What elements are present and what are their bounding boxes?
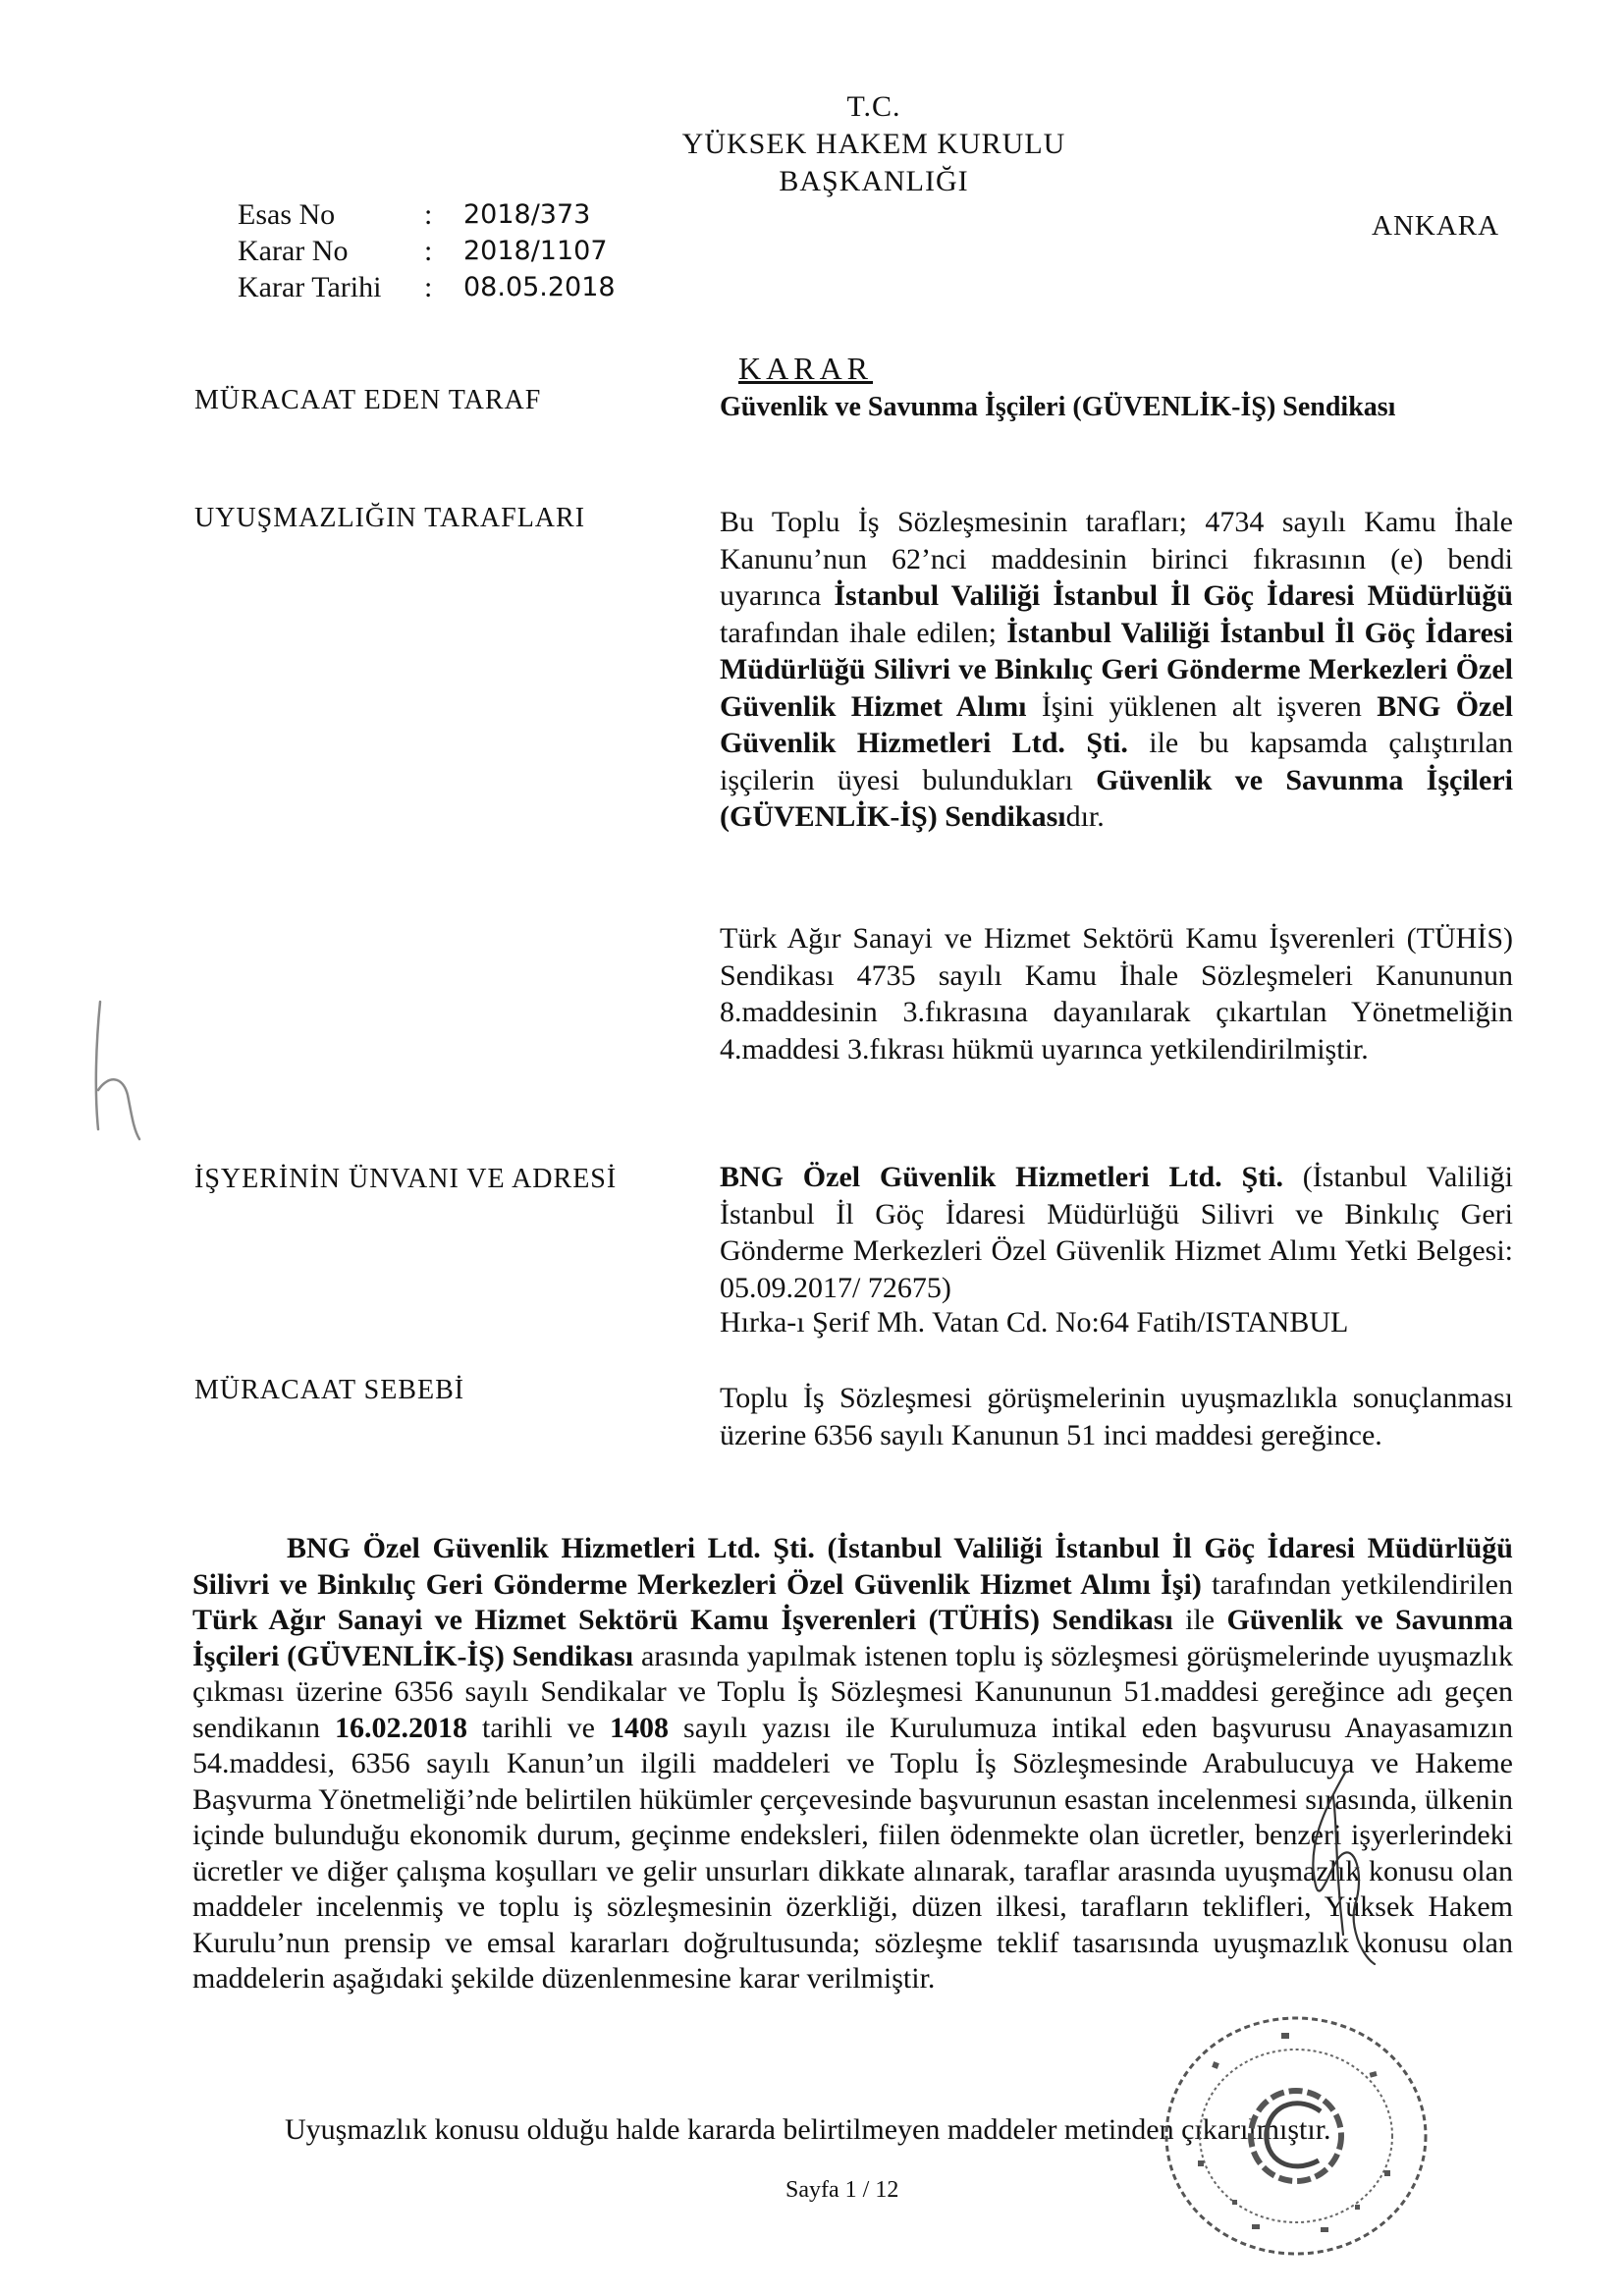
bold-span: İstanbul Valiliği İstanbul İl Göç İdaresi Müdürlüğü Silivri ve Binkılıç Geri Gönderme Merkezleri Özel Güvenlik Hizmet Alımı [720,616,1513,723]
header-department: BAŞKANLIĞI [779,165,969,197]
workplace-address: Hırka-ı Şerif Mh. Vatan Cd. No:64 Fatih/ISTANBUL [720,1306,1349,1339]
colon: : [424,235,433,267]
document-title: KARAR [738,351,874,386]
bold-span: İstanbul Valiliği İstanbul İl Göç İdaresi Müdürlüğü [834,579,1513,612]
text-span: arasında yapılmak istenen toplu iş sözleşmesi görüşmelerinde uyuşmazlık çıkması üzerine 6356 sayılı Sendikalar ve Toplu İş Sözleşmesi Kanununun 51.maddesi gereğince adı geçen sendikanın [192,1639,1513,1744]
official-stamp [1154,2003,1438,2269]
text-span: ile [1172,1604,1227,1636]
header-institution: YÜKSEK HAKEM KURULU [681,128,1066,160]
karar-tarihi-value: 08.05.2018 [463,272,616,302]
esas-label: Esas No [238,198,336,231]
text-span: dır. [1065,800,1105,833]
handwritten-mark [79,982,157,1149]
colon: : [424,271,433,303]
closing-sentence: Uyuşmazlık konusu olduğu halde kararda belirtilmeyen maddeler metinden çıkarılmıştır. [285,2113,1331,2146]
text-span: İşini yüklenen alt işveren [1026,689,1378,723]
parties-label: UYUŞMAZLIĞIN TARAFLARI [194,503,586,533]
text-span: Bu Toplu İş Sözleşmesinin tarafları; 4734 sayılı Kamu İhale Kanunu’nun 62’nci maddesinin birinci fıkrasının (e) bendi uyarınca [720,506,1513,612]
reason-value: Toplu İş Sözleşmesi görüşmelerinin uyuşmazlıkla sonuçlanması üzerine 6356 sayılı Kanunun 51 inci maddesi gereğince. [720,1382,1513,1451]
karar-tarihi-label: Karar Tarihi [238,271,382,303]
text-span: tarafından yetkilendirilen [1201,1567,1513,1601]
text-span: tarihli ve [467,1711,611,1744]
text-span: tarafından ihale edilen; [720,616,1007,649]
workplace-paragraph [720,1159,1513,1306]
bold-span: BNG Özel Güvenlik Hizmetleri Ltd. Şti. [720,689,1513,759]
text-span: ile bu kapsamda çalıştırılan işçilerin üyesi bulundukları [720,727,1513,796]
signature-scribble [1286,1768,1394,1974]
workplace-name: BNG Özel Güvenlik Hizmetleri Ltd. Şti. [720,1161,1283,1193]
applicant-value: Güvenlik ve Savunma İşçileri (GÜVENLİK-İŞ) Sendikası [720,392,1396,422]
page-number: Sayfa 1 / 12 [785,2177,899,2203]
bold-span: Güvenlik ve Savunma İşçileri (GÜVENLİK-İŞ) Sendikası [192,1604,1513,1672]
bold-span: Güvenlik ve Savunma İşçileri (GÜVENLİK-İŞ) Sendikası [720,763,1513,833]
karar-no-label: Karar No [238,235,349,267]
parties-paragraph-1 [720,504,1513,836]
case-metadata [238,196,616,305]
colon: : [424,198,433,231]
karar-no-row [238,233,616,269]
karar-no-value: 2018/1107 [463,236,608,266]
workplace-detail: (İstanbul Valiliği İstanbul İl Göç İdaresi Müdürlüğü Silivri ve Binkılıç Geri Gönderme Merkezleri Özel Güvenlik Hizmet Alımı Yetki Belgesi: 05.09.2017/ 72675) [720,1161,1513,1304]
bold-span: Türk Ağır Sanayi ve Hizmet Sektörü Kamu İşverenleri (TÜHİS) Sendikası [192,1604,1173,1636]
workplace-label: İŞYERİNİN ÜNVANI VE ADRESİ [194,1164,618,1194]
text-span: sayılı yazısı ile Kurulumuza intikal eden başvurusu Anayasamızın 54.maddesi, 6356 sayılı Kanun’un ilgili maddeleri ve Toplu İş Sözleşmesinde Arabulucuya ve Hakeme Başvurma Yönetmeliği’nde belirtilen hükümler çerçevesinde başvurunun esastan incelenmesi sırasında, ülkenin içinde bulunduğu ekonomik durum, geçinme endeksleri, fiilen ödenmekte olan ücretler, benzeri işyerlerindeki ücretler ve diğer çalışma koşulları ve gelir unsurları dikkate alınarak, taraflar arasında uyuşmazlık konusu olan maddeler incelenmiş ve toplu iş sözleşmesinin özerkliği, düzen ilkesi, tarafların teklifleri, Yüksek Hakem Kurulu’nun prensip ve emsal kararları doğrultusunda; sözleşme teklif tasarısında uyuşmazlık konusu olan maddelerin aşağıdaki şekilde düzenlenmesine karar verilmiştir. [192,1711,1513,1995]
karar-tarihi-row [238,269,616,305]
reason-label: MÜRACAAT SEBEBİ [194,1375,465,1405]
parties-paragraph-2: Türk Ağır Sanayi ve Hizmet Sektörü Kamu İşverenleri (TÜHİS) Sendikası 4735 sayılı Kamu İhale Sözleşmeleri Kanununun 8.maddesinin 3.fıkrasına dayanılarak çıkartılan Yönetmeliğin 4.maddesi 3.fıkrası hükmü uyarınca yetkilendirilmiştir. [720,922,1513,1066]
esas-row [238,196,616,233]
header-country: T.C. [846,90,901,123]
applicant-label: MÜRACAAT EDEN TARAF [194,385,542,415]
bold-span: BNG Özel Güvenlik Hizmetleri Ltd. Şti. (İstanbul Valiliği İstanbul İl Göç İdaresi Müdürlüğü Silivri ve Binkılıç Geri Gönderme Merkezleri Özel Güvenlik Hizmet Alımı İşi) [192,1532,1513,1601]
header-city: ANKARA [1372,210,1500,242]
bold-span: 1408 [610,1711,670,1744]
esas-value: 2018/373 [463,199,591,230]
bold-span: 16.02.2018 [335,1711,467,1744]
